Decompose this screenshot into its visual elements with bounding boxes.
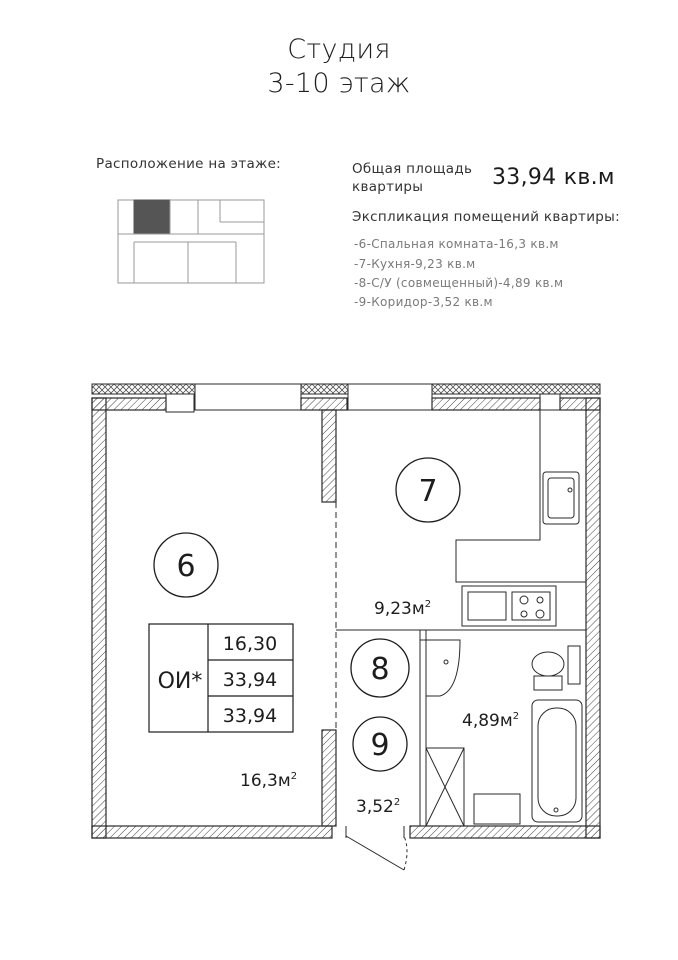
wall-top-left — [92, 398, 166, 410]
room-8-area: $4,89м^2$ — [462, 711, 520, 731]
explication-item-8: -8-С/У (совмещенный)-4,89 кв.м — [354, 276, 564, 290]
title-line-2: 3-10 этаж — [267, 68, 411, 99]
total-area-value: 33,94 кв.м — [492, 165, 615, 190]
laundry-basin — [474, 794, 520, 824]
explication-title: Экспликация помещений квартиры: — [352, 209, 620, 225]
entrance-door — [346, 836, 404, 870]
wall-top-right-a — [432, 398, 540, 410]
explication-item-9: -9-Коридор-3,52 кв.м — [354, 295, 493, 309]
room-8-number: 8 — [370, 652, 390, 687]
room-9-number: 9 — [370, 728, 390, 763]
room-6-area: $16,3м^2$ — [240, 771, 298, 791]
area-label-line-2: квартиры — [352, 179, 424, 195]
room-6-number: 6 — [176, 549, 196, 584]
wall-top-right-b — [560, 398, 600, 410]
room-7-number: 7 — [418, 474, 438, 509]
wall-bottom-left — [92, 826, 332, 838]
explication-item-7: -7-Кухня-9,23 кв.м — [354, 257, 476, 271]
window-room-6 — [195, 384, 301, 410]
wall-left — [92, 398, 106, 838]
kitchen-counter — [456, 410, 586, 582]
wall-bottom-right — [410, 826, 600, 838]
room-9-area: 3,52$^2$ — [356, 797, 401, 817]
wall-top-mid — [301, 398, 347, 410]
wall-right — [586, 398, 600, 838]
area-table-value-1: 16,30 — [222, 633, 278, 655]
area-table-code: ОИ* — [157, 669, 203, 694]
window-room-7 — [348, 384, 432, 410]
explication-item-6: -6-Спальная комната-16,3 кв.м — [354, 237, 559, 251]
partition-6-9-lower — [322, 730, 336, 826]
area-table-value-3: 33,94 — [222, 705, 278, 727]
room-7-area: $9,23м^2$ — [374, 599, 432, 619]
title-line-1: Студия — [287, 34, 391, 65]
area-label-line-1: Общая площадь — [352, 161, 473, 177]
partition-6-7-upper — [322, 410, 336, 502]
location-label: Расположение на этаже: — [96, 156, 282, 172]
area-table-value-2: 33,94 — [222, 669, 278, 691]
toilet — [532, 652, 564, 676]
